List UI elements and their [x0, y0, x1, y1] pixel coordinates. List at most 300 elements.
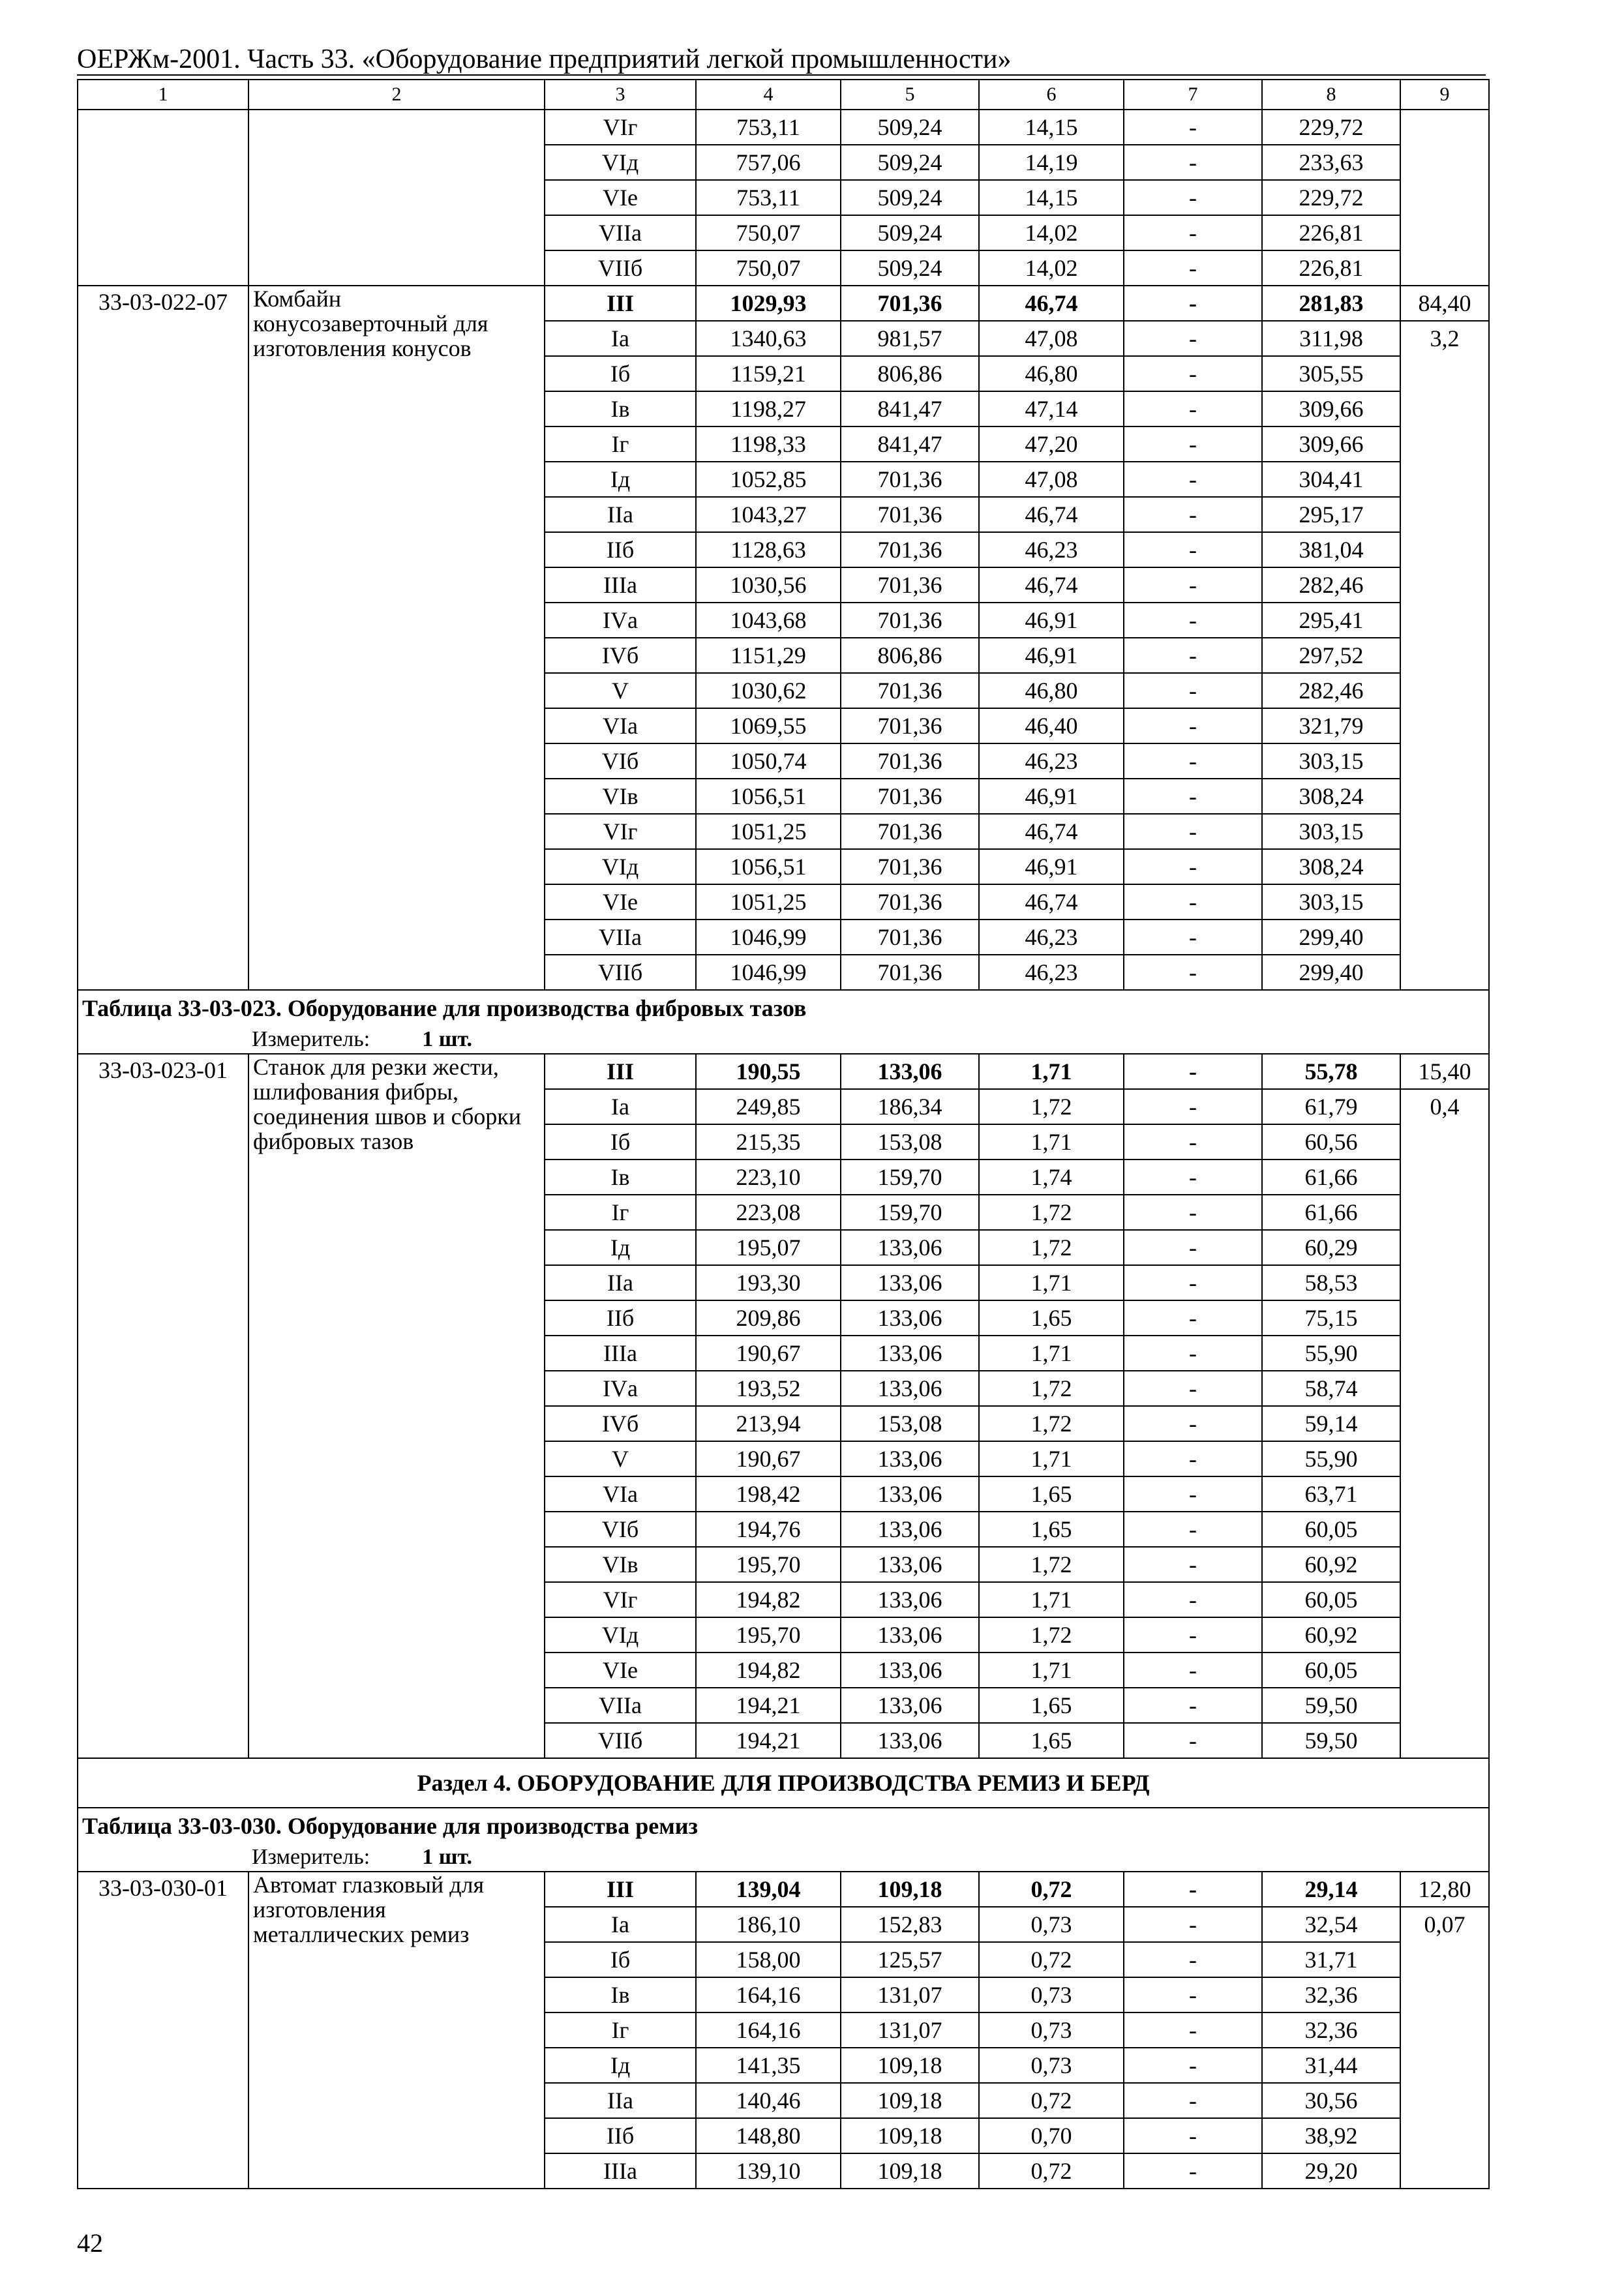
cell-c7: - [1124, 1265, 1262, 1300]
cell-c7: - [1124, 1300, 1262, 1336]
cell-k: Iв [545, 1159, 696, 1195]
cell-k: III [545, 1054, 696, 1089]
cell-c7: - [1124, 1872, 1262, 1907]
cell-c8: 32,36 [1262, 2012, 1400, 2048]
cell-c4: 1151,29 [696, 638, 841, 673]
cell-c6: 46,74 [979, 814, 1124, 849]
cell-c4: 1046,99 [696, 920, 841, 955]
cell-c6: 1,72 [979, 1371, 1124, 1406]
cell-c7: - [1124, 779, 1262, 814]
cell-c8: 281,83 [1262, 286, 1400, 321]
cell-c7: - [1124, 2153, 1262, 2189]
unit-line [82, 1026, 1484, 1053]
cell-c4: 139,04 [696, 1872, 841, 1907]
cell-c6: 47,14 [979, 391, 1124, 426]
cell-c8: 299,40 [1262, 920, 1400, 955]
cell-c7: - [1124, 462, 1262, 497]
col9-top: 84,40 [1400, 286, 1489, 321]
cell-c8: 31,71 [1262, 1942, 1400, 1977]
cell-c8: 229,72 [1262, 110, 1400, 145]
cell-c6: 47,08 [979, 321, 1124, 356]
cell-c7: - [1124, 1653, 1262, 1688]
cell-c8: 61,66 [1262, 1159, 1400, 1195]
col9-bottom: 0,4 [1400, 1089, 1489, 1758]
cell-c8: 381,04 [1262, 532, 1400, 567]
cell-c8: 60,05 [1262, 1582, 1400, 1617]
cell-c4: 195,70 [696, 1547, 841, 1582]
cell-c6: 0,73 [979, 1977, 1124, 2012]
cell-c5: 133,06 [841, 1441, 979, 1476]
cell-c5: 841,47 [841, 426, 979, 462]
cell-c7: - [1124, 638, 1262, 673]
cell-c6: 1,71 [979, 1582, 1124, 1617]
cell-c8: 226,81 [1262, 250, 1400, 286]
page-header: ОЕРЖм-2001. Часть 33. «Оборудование предприятий легкой промышленности» [77, 44, 1012, 74]
cell-c8: 31,44 [1262, 2048, 1400, 2083]
cell-k: IIа [545, 2083, 696, 2118]
table-title-text: Таблица 33-03-030. Оборудование для производства ремиз [82, 1813, 698, 1839]
cell-k: III [545, 1872, 696, 1907]
cell-c4: 1056,51 [696, 779, 841, 814]
cell-c6: 1,71 [979, 1054, 1124, 1089]
cell-k: III [545, 286, 696, 321]
cell-k: VIIа [545, 215, 696, 250]
cell-c5: 153,08 [841, 1406, 979, 1441]
cell-c4: 1128,63 [696, 532, 841, 567]
col9-bottom: 0,07 [1400, 1907, 1489, 2189]
cell-c8: 60,92 [1262, 1547, 1400, 1582]
cell-c7: - [1124, 567, 1262, 603]
cell-c6: 47,08 [979, 462, 1124, 497]
item-code: 33-03-022-07 [78, 286, 248, 990]
cell-c6: 1,65 [979, 1723, 1124, 1758]
cell-c4: 1050,74 [696, 743, 841, 779]
cell-c7: - [1124, 1476, 1262, 1512]
cell-c7: - [1124, 955, 1262, 990]
cell-c5: 701,36 [841, 884, 979, 920]
cell-c7: - [1124, 849, 1262, 884]
cell-c7: - [1124, 180, 1262, 215]
cell-c5: 701,36 [841, 708, 979, 743]
col9-cell [1400, 110, 1489, 286]
cell-c8: 226,81 [1262, 215, 1400, 250]
cell-k: VIIа [545, 1688, 696, 1723]
cell-c7: - [1124, 1441, 1262, 1476]
cell-c8: 308,24 [1262, 779, 1400, 814]
header-rule [77, 74, 1486, 76]
cell-k: Iв [545, 1977, 696, 2012]
cell-c7: - [1124, 1195, 1262, 1230]
cell-c5: 981,57 [841, 321, 979, 356]
cell-c6: 0,73 [979, 2012, 1124, 2048]
cell-k: VIг [545, 1582, 696, 1617]
cell-c5: 701,36 [841, 462, 979, 497]
cell-k: Iг [545, 1195, 696, 1230]
cell-c4: 190,67 [696, 1336, 841, 1371]
cell-c8: 59,50 [1262, 1723, 1400, 1758]
cell-k: IIб [545, 2118, 696, 2153]
cell-c7: - [1124, 532, 1262, 567]
cell-c8: 304,41 [1262, 462, 1400, 497]
cell-c5: 701,36 [841, 286, 979, 321]
cell-k: IIIа [545, 2153, 696, 2189]
cell-c8: 38,92 [1262, 2118, 1400, 2153]
cell-c7: - [1124, 1907, 1262, 1942]
cell-k: VIе [545, 180, 696, 215]
cell-c7: - [1124, 1617, 1262, 1653]
cell-c7: - [1124, 814, 1262, 849]
cell-c7: - [1124, 1688, 1262, 1723]
cell-c4: 1046,99 [696, 955, 841, 990]
cell-c5: 125,57 [841, 1942, 979, 1977]
cell-c8: 282,46 [1262, 673, 1400, 708]
table-row [78, 1054, 1489, 1089]
cell-c4: 753,11 [696, 110, 841, 145]
cell-c5: 133,06 [841, 1653, 979, 1688]
cell-k: Iг [545, 426, 696, 462]
cell-c8: 299,40 [1262, 955, 1400, 990]
cell-k: VIе [545, 1653, 696, 1688]
unit-label: Измеритель: [252, 1027, 370, 1051]
cell-c4: 1056,51 [696, 849, 841, 884]
cell-k: V [545, 673, 696, 708]
cell-c8: 30,56 [1262, 2083, 1400, 2118]
cell-c4: 195,07 [696, 1230, 841, 1265]
cell-c5: 841,47 [841, 391, 979, 426]
item-name: Автомат глазковый для изготовления металлических ремиз [248, 1872, 545, 2189]
cell-c8: 303,15 [1262, 884, 1400, 920]
cell-c8: 297,52 [1262, 638, 1400, 673]
cell-c5: 153,08 [841, 1124, 979, 1159]
cell-c6: 46,23 [979, 743, 1124, 779]
cell-c6: 1,65 [979, 1300, 1124, 1336]
cell-c5: 133,06 [841, 1476, 979, 1512]
cell-c7: - [1124, 1089, 1262, 1124]
cell-c5: 701,36 [841, 673, 979, 708]
cell-c7: - [1124, 1371, 1262, 1406]
unit-value: 1 шт. [422, 1845, 473, 1869]
cell-k: VIIб [545, 955, 696, 990]
cell-c4: 1030,56 [696, 567, 841, 603]
cell-c8: 295,41 [1262, 603, 1400, 638]
cell-c8: 61,66 [1262, 1195, 1400, 1230]
cell-c6: 46,23 [979, 532, 1124, 567]
table-title [78, 990, 1489, 1054]
item-code: 33-03-023-01 [78, 1054, 248, 1758]
cell-c5: 133,06 [841, 1336, 979, 1371]
cell-c4: 753,11 [696, 180, 841, 215]
cell-c4: 1051,25 [696, 884, 841, 920]
table-title-row [78, 990, 1489, 1054]
cell-k: VIг [545, 110, 696, 145]
cell-c6: 1,72 [979, 1406, 1124, 1441]
cell-c7: - [1124, 673, 1262, 708]
cell-c7: - [1124, 2118, 1262, 2153]
cell-c5: 701,36 [841, 532, 979, 567]
cell-c6: 0,72 [979, 1942, 1124, 1977]
cell-c6: 1,72 [979, 1617, 1124, 1653]
cell-k: IIб [545, 1300, 696, 1336]
cell-c4: 195,70 [696, 1617, 841, 1653]
cell-c6: 46,91 [979, 779, 1124, 814]
cell-c8: 55,90 [1262, 1441, 1400, 1476]
cell-c5: 701,36 [841, 603, 979, 638]
cell-c8: 32,54 [1262, 1907, 1400, 1942]
cell-c7: - [1124, 1159, 1262, 1195]
cell-c4: 194,76 [696, 1512, 841, 1547]
cell-c7: - [1124, 110, 1262, 145]
cell-c7: - [1124, 497, 1262, 532]
cell-c4: 1052,85 [696, 462, 841, 497]
cell-c4: 1051,25 [696, 814, 841, 849]
cell-c4: 1069,55 [696, 708, 841, 743]
cell-c4: 190,55 [696, 1054, 841, 1089]
cell-c6: 1,72 [979, 1089, 1124, 1124]
cell-c5: 509,24 [841, 250, 979, 286]
cell-c6: 14,02 [979, 250, 1124, 286]
cell-c6: 0,70 [979, 2118, 1124, 2153]
cell-c5: 159,70 [841, 1195, 979, 1230]
cell-c8: 29,20 [1262, 2153, 1400, 2189]
cell-c6: 1,71 [979, 1336, 1124, 1371]
section-title: Раздел 4. ОБОРУДОВАНИЕ ДЛЯ ПРОИЗВОДСТВА РЕМИЗ И БЕРД [78, 1758, 1489, 1808]
cell-c6: 0,73 [979, 1907, 1124, 1942]
cell-k: Iа [545, 1907, 696, 1942]
cell-c8: 29,14 [1262, 1872, 1400, 1907]
cell-c8: 58,53 [1262, 1265, 1400, 1300]
cell-c5: 133,06 [841, 1723, 979, 1758]
cell-c4: 209,86 [696, 1300, 841, 1336]
cell-c6: 46,80 [979, 356, 1124, 391]
cell-c7: - [1124, 1054, 1262, 1089]
cell-c6: 46,74 [979, 884, 1124, 920]
cell-c5: 109,18 [841, 2083, 979, 2118]
table-row [78, 1872, 1489, 1907]
cell-c6: 1,65 [979, 1476, 1124, 1512]
cell-k: VIд [545, 1617, 696, 1653]
cell-k: Iд [545, 1230, 696, 1265]
cell-c6: 46,91 [979, 638, 1124, 673]
cell-c7: - [1124, 2012, 1262, 2048]
column-number: 5 [841, 80, 979, 110]
cell-k: IIа [545, 1265, 696, 1300]
cell-c7: - [1124, 603, 1262, 638]
column-number: 2 [248, 80, 545, 110]
cell-c8: 58,74 [1262, 1371, 1400, 1406]
cell-c6: 1,71 [979, 1265, 1124, 1300]
cell-k: Iд [545, 462, 696, 497]
cell-c5: 701,36 [841, 955, 979, 990]
cell-c7: - [1124, 743, 1262, 779]
cell-c5: 509,24 [841, 215, 979, 250]
cell-k: VIа [545, 1476, 696, 1512]
cell-c8: 61,79 [1262, 1089, 1400, 1124]
cell-c8: 60,05 [1262, 1653, 1400, 1688]
cell-k: VIа [545, 708, 696, 743]
cell-c5: 133,06 [841, 1230, 979, 1265]
cell-c4: 249,85 [696, 1089, 841, 1124]
cell-c5: 701,36 [841, 497, 979, 532]
cell-c6: 1,72 [979, 1195, 1124, 1230]
cell-c6: 46,91 [979, 603, 1124, 638]
unit-line [82, 1844, 1484, 1871]
cell-c8: 282,46 [1262, 567, 1400, 603]
cell-c6: 46,91 [979, 849, 1124, 884]
cell-k: VIIб [545, 250, 696, 286]
cell-k: Iв [545, 391, 696, 426]
col9-bottom: 3,2 [1400, 321, 1489, 990]
cell-c5: 133,06 [841, 1547, 979, 1582]
cell-c5: 109,18 [841, 1872, 979, 1907]
cell-c4: 193,52 [696, 1371, 841, 1406]
cell-c5: 133,06 [841, 1265, 979, 1300]
table-title-text: Таблица 33-03-023. Оборудование для производства фибровых тазов [82, 995, 807, 1021]
cell-c5: 701,36 [841, 849, 979, 884]
cell-k: VIIб [545, 1723, 696, 1758]
cell-c4: 164,16 [696, 1977, 841, 2012]
cell-k: IVа [545, 1371, 696, 1406]
cell-c6: 1,71 [979, 1124, 1124, 1159]
cell-c5: 133,06 [841, 1512, 979, 1547]
cell-k: VIв [545, 779, 696, 814]
cell-c4: 194,21 [696, 1688, 841, 1723]
cell-k: VIб [545, 1512, 696, 1547]
item-name: Комбайн конусозаверточный для изготовления конусов [248, 286, 545, 990]
cell-c6: 1,71 [979, 1653, 1124, 1688]
cell-c8: 309,66 [1262, 426, 1400, 462]
cell-k: V [545, 1441, 696, 1476]
cell-k: Iа [545, 1089, 696, 1124]
cell-c8: 229,72 [1262, 180, 1400, 215]
cell-k: VIIа [545, 920, 696, 955]
cell-c6: 1,72 [979, 1230, 1124, 1265]
cell-c7: - [1124, 250, 1262, 286]
cell-c4: 1340,63 [696, 321, 841, 356]
cell-c4: 1159,21 [696, 356, 841, 391]
cell-c7: - [1124, 1977, 1262, 2012]
cell-c6: 14,15 [979, 180, 1124, 215]
cell-c7: - [1124, 286, 1262, 321]
cell-c7: - [1124, 356, 1262, 391]
code-cell [78, 110, 248, 286]
cell-c7: - [1124, 391, 1262, 426]
cell-c6: 1,72 [979, 1547, 1124, 1582]
cell-c4: 750,07 [696, 250, 841, 286]
cell-c5: 701,36 [841, 743, 979, 779]
page-number: 42 [77, 2228, 103, 2258]
column-number: 3 [545, 80, 696, 110]
rates-table [77, 79, 1490, 2189]
cell-c6: 1,74 [979, 1159, 1124, 1195]
cell-c8: 309,66 [1262, 391, 1400, 426]
cell-c4: 194,82 [696, 1582, 841, 1617]
cell-c6: 46,74 [979, 497, 1124, 532]
cell-c6: 47,20 [979, 426, 1124, 462]
cell-c5: 701,36 [841, 779, 979, 814]
cell-c4: 1043,27 [696, 497, 841, 532]
cell-c7: - [1124, 2083, 1262, 2118]
cell-c5: 701,36 [841, 567, 979, 603]
cell-c4: 1030,62 [696, 673, 841, 708]
cell-c7: - [1124, 1406, 1262, 1441]
col9-top: 15,40 [1400, 1054, 1489, 1089]
cell-c5: 701,36 [841, 814, 979, 849]
item-code: 33-03-030-01 [78, 1872, 248, 2189]
cell-k: VIе [545, 884, 696, 920]
cell-c4: 1198,27 [696, 391, 841, 426]
cell-c8: 311,98 [1262, 321, 1400, 356]
column-number: 8 [1262, 80, 1400, 110]
cell-c6: 1,71 [979, 1441, 1124, 1476]
cell-c7: - [1124, 1942, 1262, 1977]
cell-c4: 194,82 [696, 1653, 841, 1688]
table-title-row [78, 1808, 1489, 1872]
cell-k: IIIа [545, 1336, 696, 1371]
cell-k: IIIа [545, 567, 696, 603]
cell-c4: 141,35 [696, 2048, 841, 2083]
cell-c4: 215,35 [696, 1124, 841, 1159]
cell-c8: 303,15 [1262, 743, 1400, 779]
cell-c5: 133,06 [841, 1371, 979, 1406]
cell-c8: 59,50 [1262, 1688, 1400, 1723]
cell-c4: 1029,93 [696, 286, 841, 321]
column-numbers-row [78, 80, 1489, 110]
cell-c7: - [1124, 1336, 1262, 1371]
cell-c7: - [1124, 884, 1262, 920]
cell-c6: 14,02 [979, 215, 1124, 250]
cell-c8: 75,15 [1262, 1300, 1400, 1336]
name-cell [248, 110, 545, 286]
cell-c8: 321,79 [1262, 708, 1400, 743]
cell-c5: 133,06 [841, 1617, 979, 1653]
cell-c5: 131,07 [841, 1977, 979, 2012]
cell-c5: 159,70 [841, 1159, 979, 1195]
cell-c5: 133,06 [841, 1054, 979, 1089]
cell-k: Iб [545, 356, 696, 391]
cell-c6: 0,72 [979, 2153, 1124, 2189]
cell-c4: 757,06 [696, 145, 841, 180]
cell-c8: 63,71 [1262, 1476, 1400, 1512]
cell-k: Iб [545, 1942, 696, 1977]
cell-c5: 806,86 [841, 638, 979, 673]
cell-k: IIа [545, 497, 696, 532]
cell-c6: 46,74 [979, 286, 1124, 321]
cell-c6: 46,80 [979, 673, 1124, 708]
cell-c5: 109,18 [841, 2153, 979, 2189]
cell-c7: - [1124, 426, 1262, 462]
cell-c6: 1,65 [979, 1512, 1124, 1547]
table-row [78, 286, 1489, 321]
cell-c8: 233,63 [1262, 145, 1400, 180]
cell-k: Iб [545, 1124, 696, 1159]
item-name: Станок для резки жести, шлифования фибры, соединения швов и сборки фибровых тазов [248, 1054, 545, 1758]
cell-c7: - [1124, 145, 1262, 180]
cell-c6: 0,72 [979, 2083, 1124, 2118]
cell-c5: 109,18 [841, 2118, 979, 2153]
cell-c5: 131,07 [841, 2012, 979, 2048]
cell-c7: - [1124, 920, 1262, 955]
column-number: 7 [1124, 80, 1262, 110]
cell-c4: 198,42 [696, 1476, 841, 1512]
cell-c8: 60,56 [1262, 1124, 1400, 1159]
cell-c7: - [1124, 2048, 1262, 2083]
cell-c8: 303,15 [1262, 814, 1400, 849]
cell-c8: 305,55 [1262, 356, 1400, 391]
cell-c7: - [1124, 1582, 1262, 1617]
cell-c5: 509,24 [841, 180, 979, 215]
unit-label: Измеритель: [252, 1845, 370, 1869]
cell-c4: 140,46 [696, 2083, 841, 2118]
